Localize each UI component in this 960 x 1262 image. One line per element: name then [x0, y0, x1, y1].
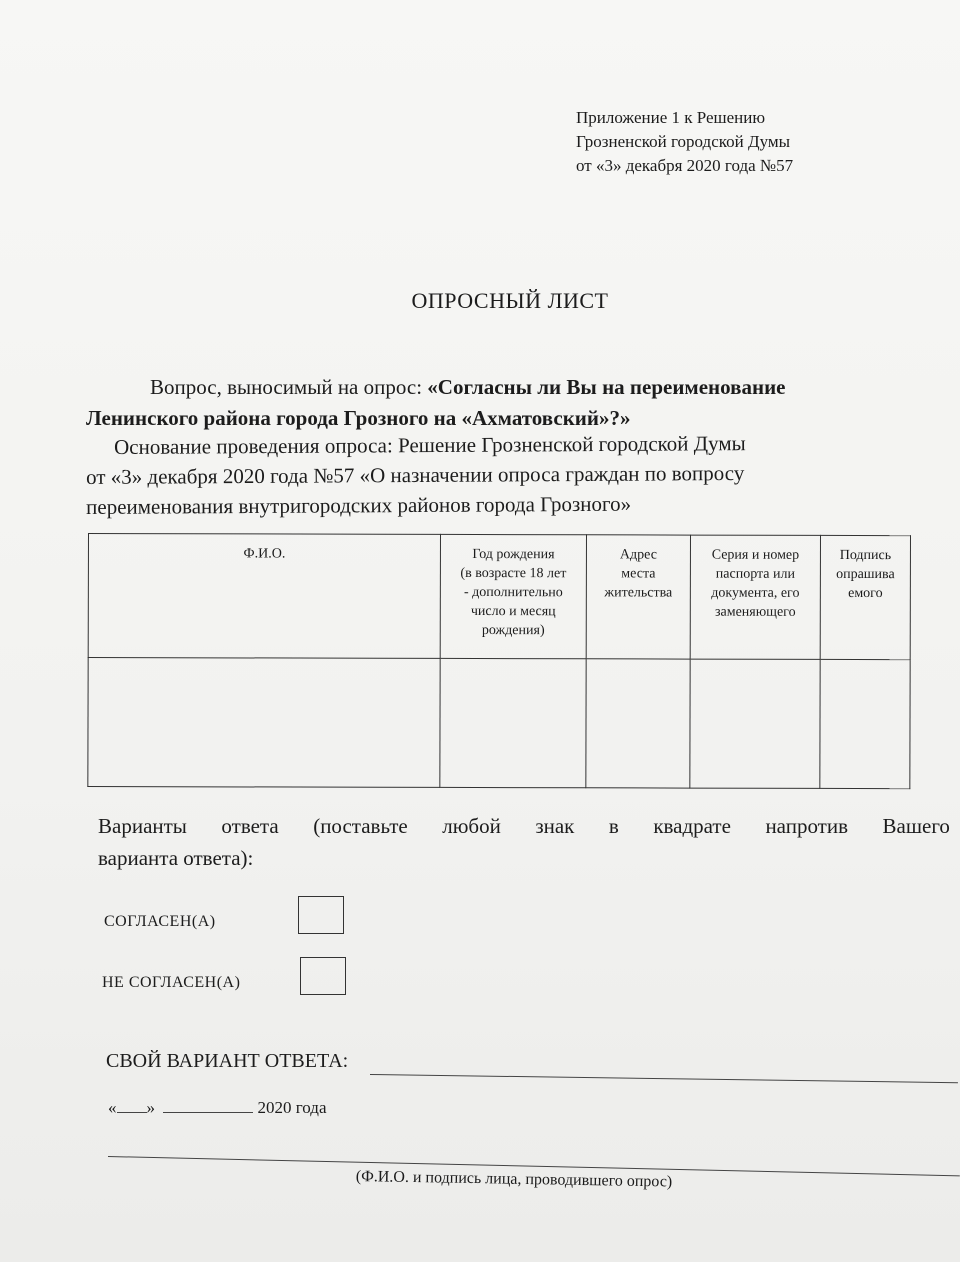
- header-line: емого: [848, 585, 883, 602]
- option-disagree-label: НЕ СОГЛАСЕН(А): [102, 974, 241, 991]
- header-line: (в возрасте 18 лет: [460, 565, 567, 582]
- header-line: Серия и номер: [711, 547, 800, 563]
- cell-signature[interactable]: [820, 659, 910, 788]
- own-answer-label: СВОЙ ВАРИАНТ ОТВЕТА:: [106, 1050, 349, 1072]
- intro-word: (поставьте: [313, 814, 408, 838]
- intro-word: напротив: [765, 814, 849, 838]
- header-line: жительства: [604, 585, 673, 601]
- intro-word: ответа: [221, 814, 279, 838]
- header-line: рождения): [481, 623, 545, 639]
- header-line: - дополнительно: [463, 584, 563, 601]
- header-line: Адрес: [619, 547, 657, 563]
- header-line: Подпись: [839, 547, 892, 564]
- survey-table: [87, 533, 911, 789]
- basis-line-3: переименования внутригородских районов города Грозного»: [86, 491, 632, 519]
- intro-word: Варианты: [98, 814, 187, 838]
- table-row: [88, 658, 910, 789]
- date-open-quote: «: [108, 1098, 117, 1117]
- intro-word: Вашего: [882, 814, 950, 838]
- appendix-line: от «3» декабря 2020 года №57: [576, 156, 794, 175]
- date-month-blank[interactable]: [163, 1112, 253, 1113]
- option-agree-label: СОГЛАСЕН(А): [104, 913, 216, 930]
- date-field: [108, 1098, 327, 1118]
- header-line: Год рождения: [472, 547, 555, 563]
- header-address: [586, 535, 690, 659]
- question-bold-1: «Согласны ли Вы на переименование: [427, 375, 786, 399]
- header-line: документа, его: [711, 585, 800, 601]
- cell-birth-year[interactable]: [440, 658, 586, 787]
- document-title: ОПРОСНЫЙ ЛИСТ: [411, 288, 609, 313]
- options-intro-line-2: варианта ответа):: [98, 846, 254, 870]
- cell-address[interactable]: [586, 659, 690, 788]
- question-line-1: [150, 372, 786, 402]
- options-intro: [98, 810, 958, 874]
- intro-word: знак: [535, 814, 575, 838]
- option-disagree-checkbox[interactable]: [300, 957, 346, 995]
- header-signature: [820, 535, 910, 659]
- header-line: Ф.И.О.: [243, 546, 286, 562]
- header-line: места: [621, 566, 656, 582]
- appendix-note: [576, 106, 793, 178]
- basis-line-1: Основание проведения опроса: Решение Грозненской городской Думы: [114, 431, 746, 459]
- intro-word: квадрате: [653, 814, 731, 838]
- option-agree-checkbox[interactable]: [298, 896, 344, 934]
- cell-passport[interactable]: [690, 659, 820, 788]
- appendix-line: Грозненской городской Думы: [576, 132, 791, 151]
- header-birth-year: [440, 534, 586, 658]
- own-answer-line[interactable]: [370, 1074, 958, 1083]
- intro-word: в: [608, 814, 619, 838]
- appendix-line: Приложение 1 к Решению: [576, 108, 766, 127]
- question-bold-2: Ленинского района города Грозного на «Ахматовский»?»: [86, 406, 631, 430]
- header-line: заменяющего: [714, 604, 796, 620]
- header-line: паспорта или: [715, 566, 796, 582]
- header-fio: [88, 534, 440, 659]
- header-line: опрашива: [836, 566, 895, 583]
- header-passport: [690, 535, 820, 659]
- intro-word: любой: [442, 814, 501, 838]
- header-line: число и месяц: [470, 604, 556, 620]
- cell-fio[interactable]: [88, 658, 440, 788]
- table-header-row: [88, 534, 910, 660]
- date-year: 2020 года: [257, 1098, 327, 1117]
- basis-line-2: от «3» декабря 2020 года №57 «О назначении опроса граждан по вопросу: [86, 460, 745, 489]
- date-day-blank[interactable]: [117, 1112, 147, 1113]
- signature-caption: (Ф.И.О. и подпись лица, проводившего опрос): [355, 1168, 673, 1191]
- options-intro-line-1: [98, 810, 950, 842]
- date-close-quote: »: [146, 1098, 155, 1117]
- question-prefix: Вопрос, выносимый на опрос:: [150, 375, 428, 399]
